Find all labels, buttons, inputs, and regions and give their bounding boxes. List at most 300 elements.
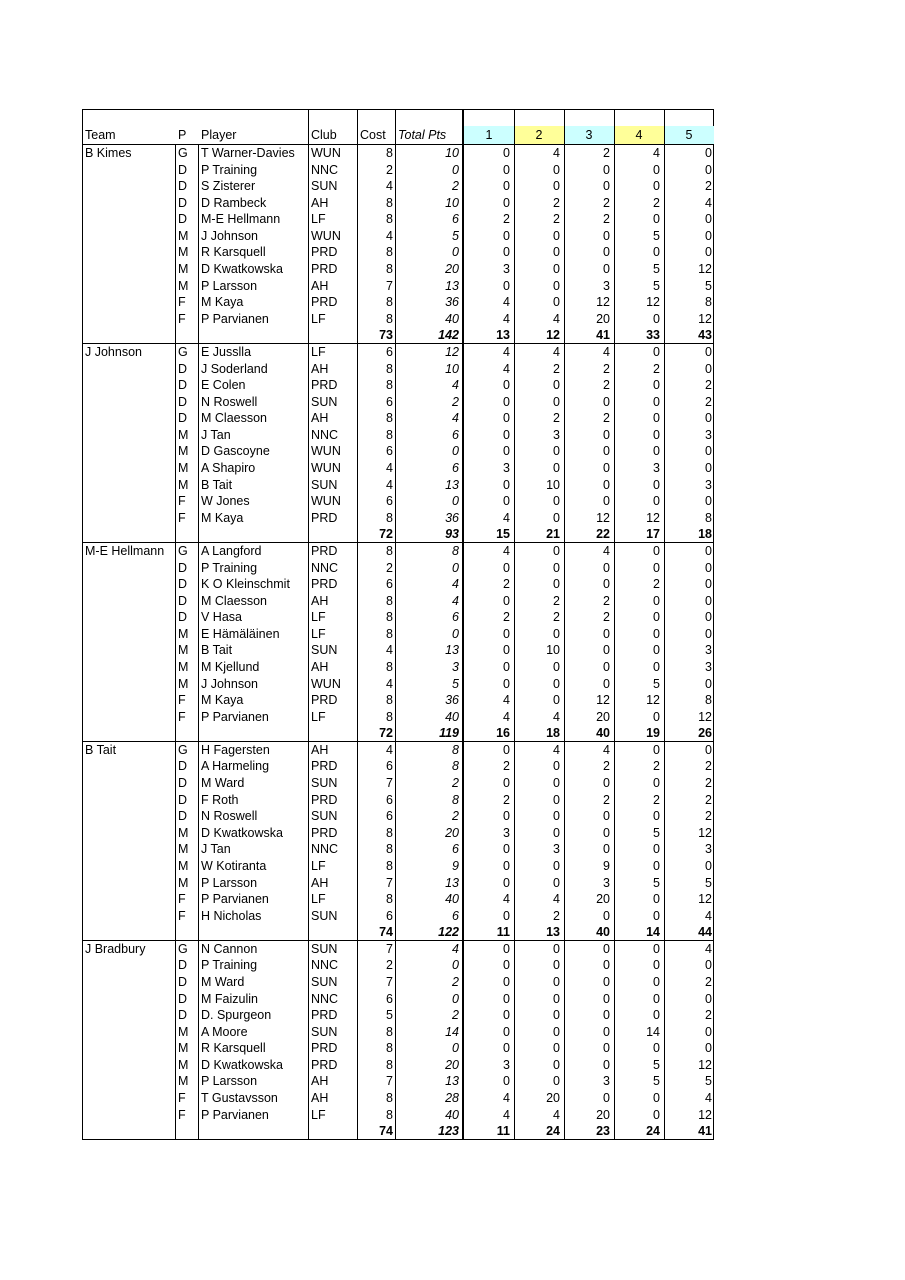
cell-total-pts: 20 — [445, 1057, 459, 1072]
cell-position: G — [178, 742, 188, 757]
cell-round-1: 4 — [503, 1107, 510, 1122]
cell-round-2: 0 — [553, 858, 560, 873]
cell-player: E Colen — [201, 378, 246, 393]
cell-total-pts: 4 — [452, 593, 459, 608]
cell-club: PRD — [311, 295, 338, 310]
cell-position: M — [178, 659, 189, 674]
cell-player: M Ward — [201, 776, 245, 791]
cell-round-4: 0 — [653, 394, 660, 409]
cell-position: D — [178, 759, 188, 774]
cell-round-5: 2 — [705, 776, 712, 791]
cell-round-3: 0 — [603, 842, 610, 857]
cell-cost: 8 — [386, 212, 393, 227]
cell-round-1: 4 — [503, 510, 510, 525]
cell-total-pts: 8 — [452, 742, 459, 757]
cell-player: A Harmeling — [201, 759, 270, 774]
cell-total-pts: 4 — [452, 941, 459, 956]
cell-cost: 8 — [386, 1041, 393, 1056]
cell-round-3: 2 — [603, 212, 610, 227]
cell-round-4: 0 — [653, 378, 660, 393]
cell-round-3: 20 — [596, 709, 610, 724]
cell-round-1: 0 — [503, 908, 510, 923]
cell-round-4: 0 — [653, 494, 660, 509]
cell-player: P Training — [201, 162, 258, 177]
cell-position: D — [178, 212, 188, 227]
cell-club: LF — [311, 626, 326, 641]
cell-total-pts: 40 — [445, 1107, 459, 1122]
cell-player: P Training — [201, 958, 258, 973]
cell-club: PRD — [311, 759, 338, 774]
cell-round-3: 0 — [603, 825, 610, 840]
cell-round-5: 2 — [705, 378, 712, 393]
cell-round-5: 0 — [705, 858, 712, 873]
cell-total-pts: 0 — [452, 494, 459, 509]
cell-player: M Kjellund — [201, 659, 260, 674]
cell-round-2: 0 — [553, 461, 560, 476]
cell-round-4: 0 — [653, 593, 660, 608]
cell-round-4: 0 — [653, 477, 660, 492]
cell-round-3: 0 — [603, 941, 610, 956]
cell-round-2: 3 — [553, 427, 560, 442]
cell-round-1: 0 — [503, 1074, 510, 1089]
cell-round-2: 0 — [553, 543, 560, 558]
cell-round-1: 0 — [503, 626, 510, 641]
cell-club: SUN — [311, 975, 338, 989]
cell-round-4: 0 — [653, 179, 660, 194]
cell-round-5: 2 — [705, 759, 712, 774]
cell-round-2: 10 — [546, 477, 560, 492]
cell-club: SUN — [311, 941, 338, 956]
cell-round-5: 8 — [705, 693, 712, 708]
cell-round-4: 0 — [653, 311, 660, 326]
cell-round-2: 4 — [553, 311, 560, 326]
cell-cost: 8 — [386, 311, 393, 326]
cell-round-4: 0 — [653, 975, 660, 989]
cell-round-4: 0 — [653, 659, 660, 674]
cell-club: PRD — [311, 1057, 338, 1072]
cell-round-5: 3 — [705, 427, 712, 442]
cell-round-4: 0 — [653, 941, 660, 956]
cell-round-5: 2 — [705, 179, 712, 194]
team-total-round-1: 16 — [496, 726, 510, 741]
cell-round-1: 2 — [503, 212, 510, 227]
cell-cost: 6 — [386, 494, 393, 509]
team-name: M-E Hellmann — [85, 543, 165, 558]
cell-club: PRD — [311, 378, 338, 393]
cell-round-3: 0 — [603, 776, 610, 791]
cell-round-5: 12 — [698, 892, 712, 907]
cell-round-3: 0 — [603, 245, 610, 260]
cell-total-pts: 8 — [452, 792, 459, 807]
cell-round-2: 4 — [553, 709, 560, 724]
team-total-cost: 74 — [379, 925, 393, 940]
cell-cost: 4 — [386, 477, 393, 492]
cell-round-2: 0 — [553, 809, 560, 824]
cell-round-1: 0 — [503, 179, 510, 194]
cell-player: E Hämäläinen — [201, 626, 280, 641]
cell-round-1: 4 — [503, 311, 510, 326]
cell-cost: 2 — [386, 958, 393, 973]
cell-round-4: 5 — [653, 1074, 660, 1089]
cell-club: AH — [311, 195, 329, 210]
cell-cost: 8 — [386, 262, 393, 277]
team-total-round-1: 11 — [496, 1124, 510, 1139]
cell-round-3: 0 — [603, 560, 610, 575]
cell-round-1: 0 — [503, 958, 510, 973]
cell-round-1: 0 — [503, 146, 510, 160]
cell-round-3: 4 — [603, 742, 610, 757]
cell-round-2: 0 — [553, 394, 560, 409]
cell-round-3: 0 — [603, 991, 610, 1006]
cell-club: NNC — [311, 162, 339, 177]
team-total-round-3: 40 — [596, 726, 610, 741]
cell-round-2: 4 — [553, 1107, 560, 1122]
cell-round-2: 0 — [553, 659, 560, 674]
cell-round-5: 2 — [705, 394, 712, 409]
cell-round-1: 2 — [503, 759, 510, 774]
cell-round-1: 0 — [503, 776, 510, 791]
team-total-total-pts: 119 — [439, 726, 459, 741]
cell-round-2: 2 — [553, 195, 560, 210]
cell-round-3: 2 — [603, 146, 610, 160]
cell-club: PRD — [311, 543, 338, 558]
cell-total-pts: 13 — [445, 477, 459, 492]
cell-cost: 7 — [386, 278, 393, 293]
cell-cost: 8 — [386, 1107, 393, 1122]
cell-position: M — [178, 477, 189, 492]
cell-round-5: 0 — [705, 676, 712, 691]
cell-round-3: 0 — [603, 444, 610, 459]
cell-position: D — [178, 593, 188, 608]
team-total-cost: 74 — [379, 1124, 393, 1139]
cell-position: F — [178, 892, 186, 907]
cell-club: SUN — [311, 809, 338, 824]
cell-total-pts: 36 — [445, 693, 459, 708]
cell-player: R Karsquell — [201, 245, 266, 260]
cell-round-4: 5 — [653, 278, 660, 293]
cell-player: J Soderland — [201, 361, 268, 376]
cell-position: M — [178, 245, 189, 260]
cell-round-4: 0 — [653, 776, 660, 791]
cell-round-2: 0 — [553, 228, 560, 243]
cell-round-5: 0 — [705, 593, 712, 608]
cell-total-pts: 28 — [445, 1091, 459, 1106]
team-total-round-5: 18 — [698, 527, 712, 542]
cell-round-5: 0 — [705, 610, 712, 625]
cell-position: F — [178, 908, 186, 923]
cell-round-2: 10 — [546, 643, 560, 658]
cell-round-2: 0 — [553, 179, 560, 194]
cell-club: WUN — [311, 146, 341, 160]
cell-player: P Training — [201, 560, 258, 575]
cell-position: M — [178, 676, 189, 691]
divider-player — [308, 110, 309, 1139]
divider-position — [198, 144, 199, 1139]
cell-round-5: 12 — [698, 825, 712, 840]
cell-club: NNC — [311, 842, 339, 857]
cell-round-5: 0 — [705, 212, 712, 227]
cell-club: WUN — [311, 444, 341, 459]
cell-cost: 8 — [386, 378, 393, 393]
cell-round-2: 0 — [553, 676, 560, 691]
cell-player: M Claesson — [201, 411, 267, 426]
cell-club: AH — [311, 593, 329, 608]
cell-round-5: 0 — [705, 411, 712, 426]
cell-round-1: 0 — [503, 858, 510, 873]
cell-round-5: 12 — [698, 1107, 712, 1122]
cell-total-pts: 0 — [452, 162, 459, 177]
cell-player: A Shapiro — [201, 461, 256, 476]
cell-round-1: 0 — [503, 162, 510, 177]
cell-round-1: 4 — [503, 543, 510, 558]
cell-position: D — [178, 1008, 188, 1023]
cell-round-2: 0 — [553, 262, 560, 277]
cell-total-pts: 0 — [452, 626, 459, 641]
cell-round-4: 0 — [653, 543, 660, 558]
cell-total-pts: 13 — [445, 1074, 459, 1089]
cell-position: D — [178, 792, 188, 807]
cell-round-5: 5 — [705, 278, 712, 293]
cell-cost: 6 — [386, 577, 393, 592]
cell-total-pts: 2 — [452, 179, 459, 194]
cell-cost: 7 — [386, 875, 393, 890]
cell-round-1: 0 — [503, 245, 510, 260]
cell-round-2: 0 — [553, 510, 560, 525]
cell-total-pts: 0 — [452, 958, 459, 973]
team-total-cost: 72 — [379, 527, 393, 542]
cell-round-1: 4 — [503, 709, 510, 724]
cell-player: F Roth — [201, 792, 239, 807]
cell-player: P Parvianen — [201, 892, 269, 907]
cell-round-1: 0 — [503, 643, 510, 658]
cell-total-pts: 0 — [452, 991, 459, 1006]
cell-round-4: 0 — [653, 626, 660, 641]
team-total-round-1: 13 — [496, 328, 510, 343]
cell-round-4: 0 — [653, 958, 660, 973]
cell-cost: 8 — [386, 709, 393, 724]
cell-round-2: 0 — [553, 278, 560, 293]
header-club: Club — [311, 128, 337, 142]
cell-player: P Larsson — [201, 278, 258, 293]
cell-round-5: 4 — [705, 1091, 712, 1106]
cell-round-4: 14 — [646, 1024, 660, 1039]
cell-round-4: 2 — [653, 361, 660, 376]
cell-round-4: 3 — [653, 461, 660, 476]
cell-total-pts: 9 — [452, 858, 459, 873]
cell-round-4: 0 — [653, 742, 660, 757]
cell-round-3: 0 — [603, 626, 610, 641]
cell-round-3: 4 — [603, 344, 610, 359]
cell-player: M-E Hellmann — [201, 212, 281, 227]
cell-round-3: 0 — [603, 1008, 610, 1023]
cell-club: LF — [311, 892, 326, 907]
cell-cost: 8 — [386, 245, 393, 260]
header-team: Team — [85, 128, 116, 142]
cell-cost: 8 — [386, 361, 393, 376]
team-total-total-pts: 123 — [438, 1124, 459, 1139]
cell-club: AH — [311, 1074, 329, 1089]
cell-cost: 8 — [386, 1024, 393, 1039]
cell-cost: 2 — [386, 560, 393, 575]
cell-round-2: 0 — [553, 1008, 560, 1023]
cell-round-4: 0 — [653, 411, 660, 426]
team-total-round-3: 41 — [596, 328, 610, 343]
cell-round-3: 2 — [603, 411, 610, 426]
team-total-round-5: 26 — [698, 726, 712, 741]
cell-round-5: 3 — [705, 659, 712, 674]
cell-player: N Cannon — [201, 941, 258, 956]
cell-round-5: 8 — [705, 295, 712, 310]
cell-round-1: 0 — [503, 742, 510, 757]
cell-club: SUN — [311, 394, 338, 409]
cell-cost: 8 — [386, 593, 393, 608]
cell-cost: 7 — [386, 776, 393, 791]
cell-total-pts: 6 — [452, 212, 459, 227]
cell-round-3: 4 — [603, 543, 610, 558]
cell-total-pts: 4 — [452, 378, 459, 393]
header-round-1: 1 — [485, 128, 493, 142]
cell-player: P Larsson — [201, 875, 258, 890]
header-position: P — [178, 128, 187, 142]
cell-club: NNC — [311, 958, 339, 973]
cell-round-4: 0 — [653, 709, 660, 724]
cell-round-3: 0 — [603, 975, 610, 989]
cell-round-1: 0 — [503, 991, 510, 1006]
cell-round-1: 0 — [503, 676, 510, 691]
cell-player: B Tait — [201, 643, 233, 658]
cell-position: D — [178, 610, 188, 625]
cell-round-4: 0 — [653, 991, 660, 1006]
team-total-round-2: 24 — [546, 1124, 560, 1139]
cell-cost: 8 — [386, 825, 393, 840]
cell-cost: 6 — [386, 444, 393, 459]
cell-round-3: 0 — [603, 643, 610, 658]
cell-round-5: 4 — [705, 941, 712, 956]
cell-player: J Tan — [201, 842, 231, 857]
cell-total-pts: 0 — [452, 1041, 459, 1056]
cell-total-pts: 40 — [445, 311, 459, 326]
cell-total-pts: 4 — [452, 577, 459, 592]
cell-club: AH — [311, 1091, 329, 1106]
cell-club: WUN — [311, 494, 341, 509]
cell-position: F — [178, 295, 186, 310]
cell-club: NNC — [311, 427, 339, 442]
cell-round-2: 0 — [553, 991, 560, 1006]
cell-round-3: 2 — [603, 195, 610, 210]
cell-cost: 6 — [386, 394, 393, 409]
cell-round-3: 2 — [603, 361, 610, 376]
cell-club: LF — [311, 212, 326, 227]
team-total-round-4: 17 — [646, 527, 660, 542]
cell-round-2: 2 — [553, 411, 560, 426]
cell-round-1: 3 — [503, 825, 510, 840]
cell-position: F — [178, 1107, 186, 1122]
cell-round-4: 0 — [653, 212, 660, 227]
cell-club: SUN — [311, 179, 338, 194]
cell-round-5: 0 — [705, 444, 712, 459]
cell-round-1: 0 — [503, 195, 510, 210]
cell-position: M — [178, 842, 189, 857]
cell-round-1: 2 — [503, 792, 510, 807]
cell-position: G — [178, 344, 188, 359]
cell-position: M — [178, 858, 189, 873]
cell-round-2: 2 — [553, 593, 560, 608]
cell-round-1: 0 — [503, 1008, 510, 1023]
cell-position: D — [178, 361, 188, 376]
team-total-total-pts: 93 — [445, 527, 459, 542]
cell-round-2: 0 — [553, 245, 560, 260]
cell-round-1: 4 — [503, 344, 510, 359]
cell-position: D — [178, 195, 188, 210]
cell-position: M — [178, 1041, 189, 1056]
cell-position: D — [178, 776, 188, 791]
cell-cost: 8 — [386, 892, 393, 907]
cell-club: SUN — [311, 908, 338, 923]
cell-round-5: 0 — [705, 494, 712, 509]
cell-round-4: 5 — [653, 228, 660, 243]
cell-total-pts: 36 — [445, 295, 459, 310]
cell-player: V Hasa — [201, 610, 242, 625]
cell-cost: 6 — [386, 792, 393, 807]
cell-round-5: 0 — [705, 742, 712, 757]
cell-round-2: 4 — [553, 742, 560, 757]
cell-position: D — [178, 179, 188, 194]
team-total-round-5: 44 — [698, 925, 712, 940]
cell-round-2: 0 — [553, 1024, 560, 1039]
cell-round-4: 0 — [653, 1041, 660, 1056]
cell-cost: 4 — [386, 179, 393, 194]
cell-round-3: 0 — [603, 1024, 610, 1039]
cell-total-pts: 2 — [452, 1008, 459, 1023]
cell-round-3: 12 — [596, 693, 610, 708]
cell-total-pts: 40 — [445, 709, 459, 724]
cell-round-5: 0 — [705, 543, 712, 558]
cell-round-1: 0 — [503, 411, 510, 426]
cell-club: PRD — [311, 1041, 338, 1056]
cell-round-5: 0 — [705, 146, 712, 160]
cell-round-1: 0 — [503, 560, 510, 575]
cell-player: W Jones — [201, 494, 250, 509]
cell-round-4: 0 — [653, 643, 660, 658]
cell-round-5: 0 — [705, 361, 712, 376]
cell-round-2: 0 — [553, 560, 560, 575]
header-player: Player — [201, 128, 237, 142]
cell-round-5: 12 — [698, 709, 712, 724]
cell-round-5: 0 — [705, 1024, 712, 1039]
cell-round-3: 0 — [603, 908, 610, 923]
cell-player: E Jusslla — [201, 344, 252, 359]
cell-position: F — [178, 510, 186, 525]
cell-round-4: 2 — [653, 792, 660, 807]
cell-round-4: 12 — [646, 510, 660, 525]
team-total-round-1: 15 — [496, 527, 510, 542]
cell-round-5: 8 — [705, 510, 712, 525]
cell-club: NNC — [311, 560, 339, 575]
cell-club: LF — [311, 344, 326, 359]
cell-round-2: 2 — [553, 908, 560, 923]
cell-round-1: 0 — [503, 842, 510, 857]
cell-club: AH — [311, 278, 329, 293]
cell-position: D — [178, 577, 188, 592]
cell-cost: 8 — [386, 295, 393, 310]
cell-club: LF — [311, 858, 326, 873]
team-total-round-3: 22 — [596, 527, 610, 542]
cell-round-4: 12 — [646, 295, 660, 310]
cell-cost: 6 — [386, 809, 393, 824]
cell-round-1: 4 — [503, 295, 510, 310]
cell-round-2: 3 — [553, 842, 560, 857]
cell-player: D Rambeck — [201, 195, 267, 210]
